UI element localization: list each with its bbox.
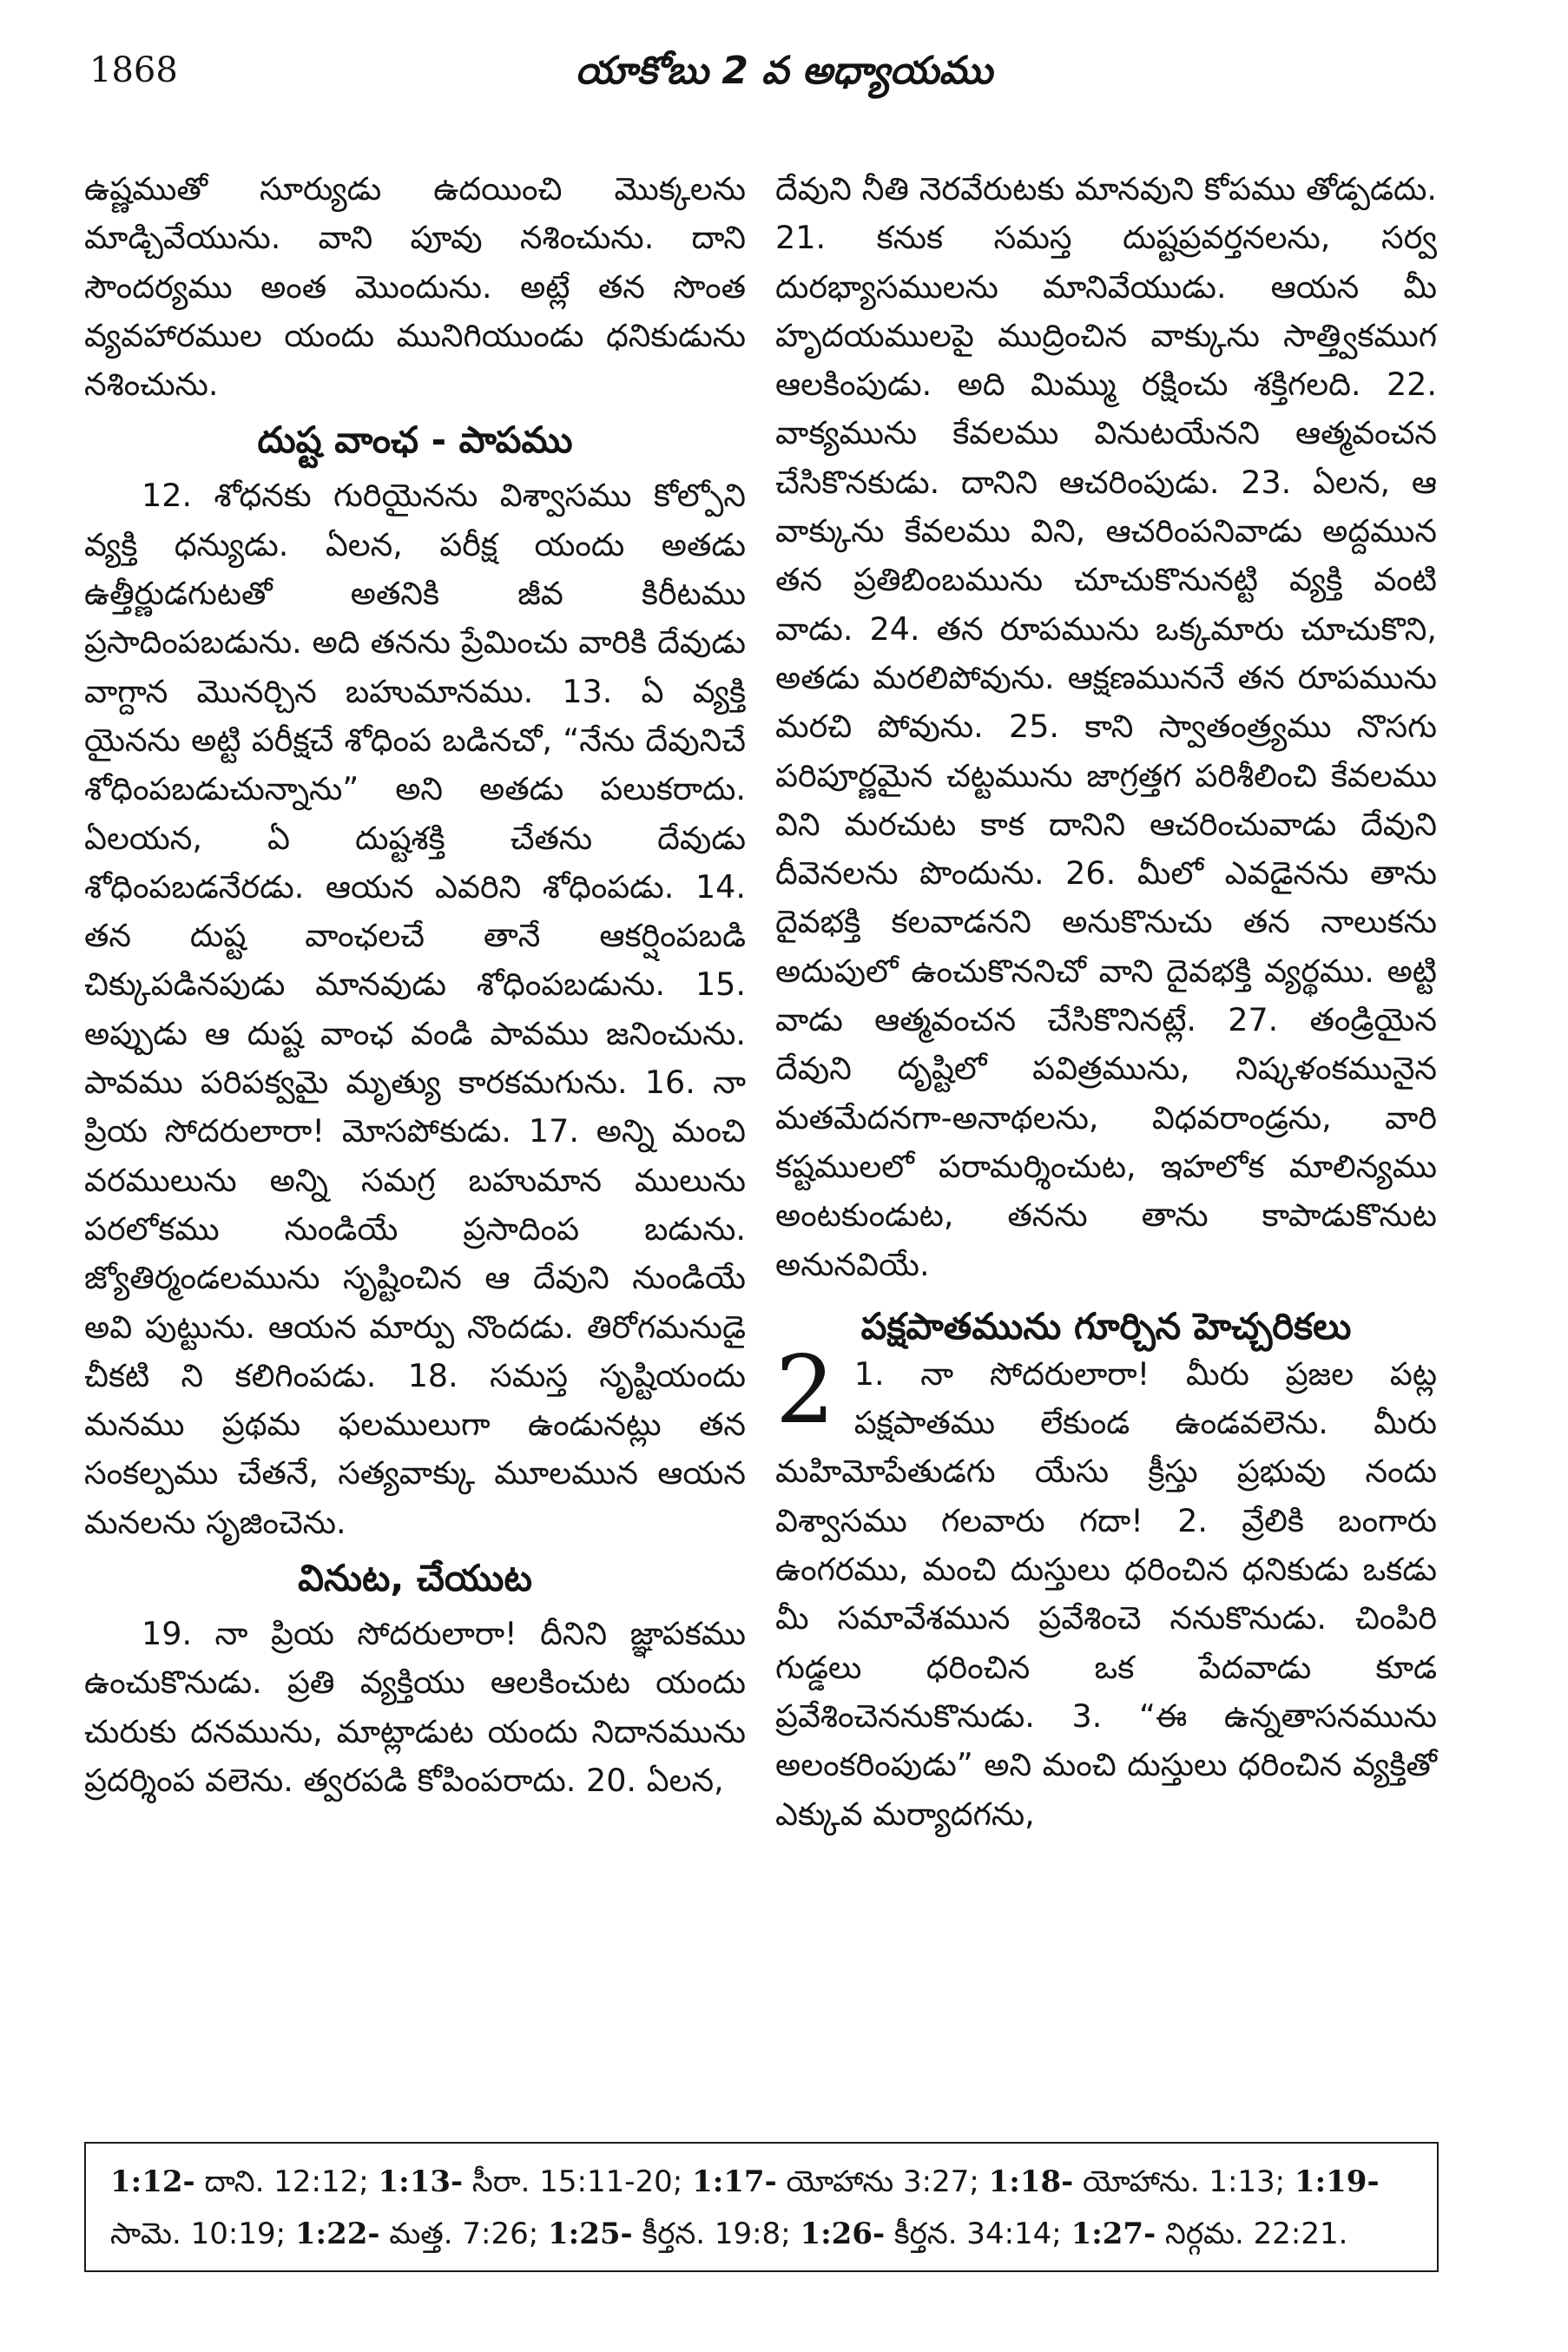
left-column: [84, 165, 746, 1805]
footnote-text: యోహాను. 1:13;: [1073, 2164, 1295, 2199]
footnote-text: యోహాను 3:27;: [776, 2164, 989, 2199]
chapter-number-dropcap: 2: [775, 1335, 835, 1445]
footnote-text: సామె. 10:19;: [110, 2217, 295, 2251]
footnote-ref: 1:19-: [1294, 2164, 1380, 2199]
footnote-text: నిర్గమ. 22:21.: [1156, 2217, 1348, 2251]
paragraph-verses-12-18: 12. శోధనకు గురియైనను విశ్వాసము కోల్పోని వ్యక్తి ధన్యుడు. ఏలన, పరీక్ష యందు అతడు ఉత్తీర్ణుడగుటతో అతనికి జీవ కిరీటము ప్రసాదింపబడును. అది తనను ప్రేమించు వారికి దేవుడు వాగ్దాన మొనర్చిన బహుమానము. 13. ఏ వ్యక్తి యైనను అట్టి పరీక్షచే శోధింప బడినచో, “నేను దేవునిచే శోధింపబడుచున్నాను” అని అతడు పలుకరాదు. ఏలయన, ఏ దుష్టశక్తి చేతను దేవుడు శోధింపబడనేరడు. ఆయన ఎవరిని శోధింపడు. 14. తన దుష్ట వాంఛలచే తానే ఆకర్షింపబడి చిక్కుపడినపుడు మానవుడు శోధింపబడును. 15. అప్పుడు ఆ దుష్ట వాంఛ వండి పావము జనించును. పావము పరిపక్వమై మృత్యు కారకమగును. 16. నా ప్రియ సోదరులారా! మోసపోకుడు. 17. అన్ని మంచి వరములును అన్ని సమగ్ర బహుమాన ములును పరలోకము నుండియే ప్రసాదింప బడును. జ్యోతిర్మండలమును సృష్టించిన ఆ దేవుని నుండియే అవి పుట్టును. ఆయన మార్పు నొందడు. తిరోగమనుడై చీకటి ని కలిగింపడు. 18. సమస్త సృష్టియందు మనము ప్రథమ ఫలములుగా ఉండునట్లు తన సంకల్పము చేతనే, సత్యవాక్కు మూలమున ఆయన మనలను సృజించెను.: [84, 477, 746, 1541]
footnote-ref: 1:26-: [800, 2217, 886, 2251]
footnote-ref: 1:13-: [378, 2164, 464, 2199]
footnote-text: సీరా. 15:11-20;: [463, 2164, 693, 2199]
chapter-2-text: 1. నా సోదరులారా! మీరు ప్రజల పట్ల పక్షపాతము లేకుండ ఉండవలెను. మీరు మహిమోపేతుడగు యేసు క్రీస్తు ప్రభువు నందు విశ్వాసము గలవారు గదా! 2. వ్రేలికి బంగారు ఉంగరము, మంచి దుస్తులు ధరించిన ధనికుడు ఒకడు మీ సమావేశమున ప్రవేశించె ననుకొనుడు. చింపిరి గుడ్డలు ధరించిన ఒక పేదవాడు కూడ ప్రవేశించెననుకొనుడు. 3. “ఈ ఉన్నతాసనమును అలంకరింపుడు” అని మంచి దుస్తులు ధరించిన వ్యక్తితో ఎక్కువ మర్యాదగను,: [775, 1354, 1437, 1833]
footnote-text: కీర్తన. 19:8;: [632, 2217, 800, 2251]
paragraph-continued: ఉష్ణముతో సూర్యుడు ఉదయించి మొక్కలను మాడ్చివేయును. వాని పూవు నశించును. దాని సౌందర్యము అంత మొందును. అట్లే తన సొంత వ్యవహారముల యందు మునిగియుండు ధనికుడును నశించును.: [84, 170, 746, 404]
paragraph-verses-20-27: దేవుని నీతి నెరవేరుటకు మానవుని కోపము తోడ్పడదు. 21. కనుక సమస్త దుష్టప్రవర్తనలను, సర్వ దురభ్యాసములను మానివేయుడు. ఆయన మీ హృదయములపై ముద్రించిన వాక్కును సాత్త్వికముగ ఆలకింపుడు. అది మిమ్ము రక్షించు శక్తిగలది. 22. వాక్యమును కేవలము వినుటయేనని ఆత్మవంచన చేసికొనకుడు. దానిని ఆచరింపుడు. 23. ఏలన, ఆ వాక్కును కేవలము విని, ఆచరింపనివాడు అద్దమున తన ప్రతిబింబమును చూచుకొనునట్టి వ్యక్తి వంటి వాడు. 24. తన రూపమును ఒక్కమారు చూచుకొని, అతడు మరలిపోవును. ఆక్షణముననే తన రూపమును మరచి పోవును. 25. కాని స్వాతంత్ర్యము నొసగు పరిపూర్ణమైన చట్టమును జాగ్రత్తగ పరిశీలించి కేవలము విని మరచుట కాక దానిని ఆచరించువాడు దేవుని దీవెనలను పొందును. 26. మీలో ఎవడైనను తాను దైవభక్తి కలవాడనని అనుకొనుచు తన నాలుకను అదుపులో ఉంచుకొననిచో వాని దైవభక్తి వ్యర్థము. అట్టి వాడు ఆత్మవంచన చేసికొనినట్లే. 27. తండ్రియైన దేవుని దృష్టిలో పవిత్రమును, నిష్కళంకమునైన మతమేదనగా-అనాథలను, విధవరాండ్రను, వారి కష్టములలో పరామర్శించుట, ఇహలోక మాలిన్యము అంటకుండుట, తనను తాను కాపాడుకొనుట అనునవియే.: [775, 170, 1437, 1283]
footnote-ref: 1:22-: [294, 2217, 380, 2251]
chapter-heading: పక్షపాతమును గూర్చిన హెచ్చరికలు: [860, 1304, 1352, 1347]
footnote-text: కీర్తన. 34:14;: [885, 2217, 1071, 2251]
footnote-ref: 1:17-: [692, 2164, 777, 2199]
footnote-text: మత్త. 7:26;: [379, 2217, 548, 2251]
section-heading-hearing-doing: వినుట, చేయుట: [298, 1557, 532, 1600]
paragraph-chapter-2-start: [775, 1335, 1437, 1839]
footnote-ref: 1:18-: [988, 2164, 1074, 2199]
section-heading-evil-desire: దుష్ట వాంఛ - పాపము: [257, 418, 573, 462]
paragraph-verses-19-20: 19. నా ప్రియ సోదరులారా! దీనిని జ్ఞాపకము ఉంచుకొనుడు. ప్రతి వ్యక్తియు ఆలకించుట యందు చురుకు దనమును, మాట్లాడుట యందు నిదానమును ప్రదర్శింప వలెను. త్వరపడి కోపింపరాదు. 20. ఏలన,: [84, 1615, 746, 1799]
footnote-ref: 1:12-: [110, 2164, 195, 2199]
page-number: 1868: [89, 50, 178, 90]
footnote-text: దాని. 12:12;: [194, 2164, 379, 2199]
footnote-ref: 1:27-: [1071, 2217, 1156, 2251]
cross-reference-box: [84, 2142, 1439, 2272]
right-column: [775, 165, 1437, 1839]
footnote-ref: 1:25-: [548, 2217, 633, 2251]
running-head: యాకోబు 2 వ అధ్యాయము: [575, 49, 993, 93]
